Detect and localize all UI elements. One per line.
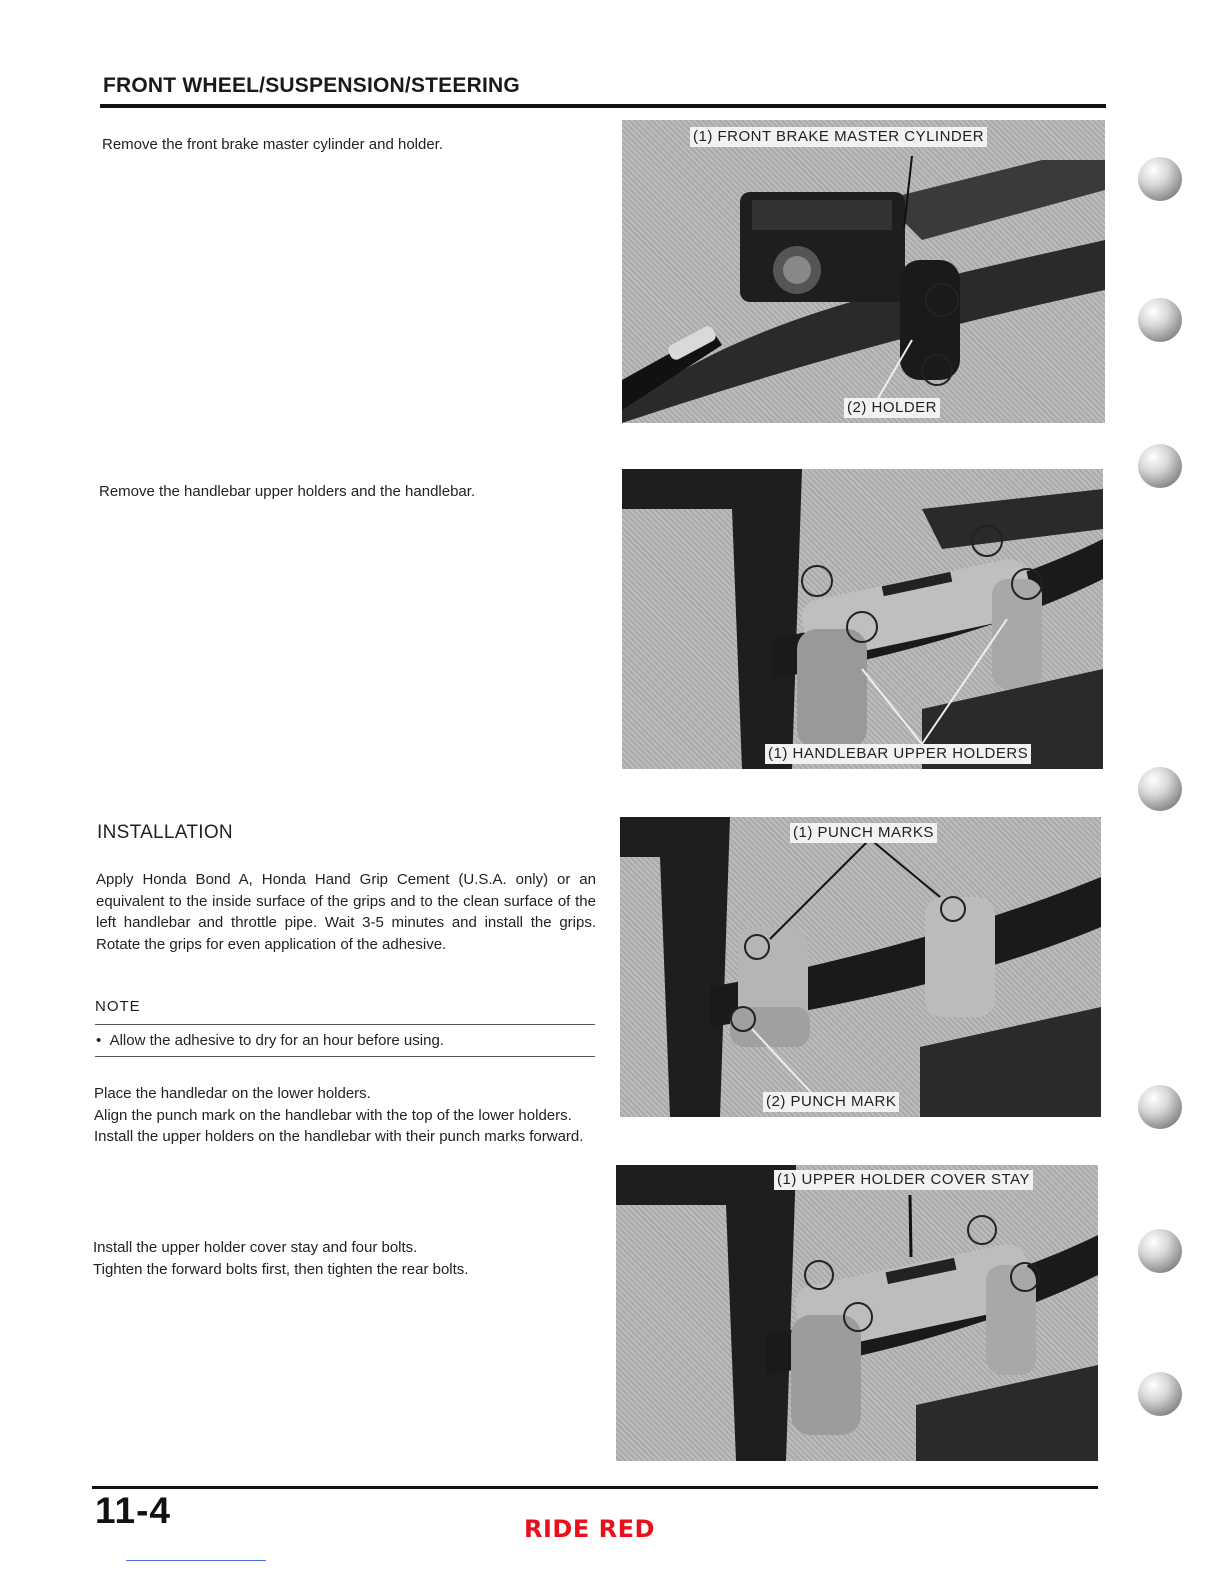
place-line-1: Place the handledar on the lower holders. (94, 1085, 371, 1102)
footer-rule (92, 1486, 1098, 1489)
callout-punch-marks: (1) PUNCH MARKS (790, 823, 937, 843)
section-title: FRONT WHEEL/SUSPENSION/STEERING (103, 74, 520, 97)
note-label: NOTE (95, 998, 141, 1015)
stay-line-1: Install the upper holder cover stay and four bolts. (93, 1239, 418, 1256)
step-remove-master-cylinder: Remove the front brake master cylinder and holder. (102, 136, 444, 153)
figure-upper-holder-cover-stay (616, 1165, 1098, 1461)
photo-handlebar-upper-holders (622, 469, 1103, 769)
figure-handlebar-upper-holders (622, 469, 1103, 769)
installation-heading: INSTALLATION (97, 822, 233, 843)
binder-hole-icon (1138, 298, 1182, 342)
note-item (96, 1030, 596, 1052)
callout-handlebar-upper-holders: (1) HANDLEBAR UPPER HOLDERS (765, 744, 1031, 764)
binder-hole-icon (1138, 767, 1182, 811)
note-rule-top (95, 1024, 595, 1025)
figure-punch-marks (620, 817, 1101, 1117)
brand-logo: RIDE RED (524, 1515, 655, 1543)
binder-hole-icon (1138, 1372, 1182, 1416)
binder-hole-icon (1138, 1229, 1182, 1273)
note-text: Allow the adhesive to dry for an hour before using. (109, 1032, 444, 1049)
callout-front-brake-master-cylinder: (1) FRONT BRAKE MASTER CYLINDER (690, 127, 987, 147)
page-link-underline (126, 1560, 266, 1561)
header-rule (100, 104, 1106, 108)
photo-master-cylinder (622, 120, 1105, 423)
installation-paragraph: Apply Honda Bond A, Honda Hand Grip Cement (U.S.A. only) or an equivalent to the inside surface of the grips and to the clean surface of the left handlebar and throttle pipe. Wait 3-5 minutes and install the grips. Rotate the grips for even application of the adhesive. (96, 871, 596, 953)
callout-upper-holder-cover-stay: (1) UPPER HOLDER COVER STAY (774, 1170, 1033, 1190)
photo-upper-holder-cover-stay (616, 1165, 1098, 1461)
stay-line-2: Tighten the forward bolts first, then tighten the rear bolts. (93, 1260, 469, 1278)
figure-master-cylinder (622, 120, 1105, 423)
callout-holder: (2) HOLDER (844, 398, 940, 418)
place-line-3: Install the upper holders on the handlebar with their punch marks forward. (94, 1128, 584, 1145)
callout-punch-mark: (2) PUNCH MARK (763, 1092, 899, 1112)
photo-punch-marks (620, 817, 1101, 1117)
place-line-2: Align the punch mark on the handlebar with the top of the lower holders. (94, 1106, 572, 1124)
bullet-icon: • (96, 1032, 110, 1049)
step-remove-handlebar: Remove the handlebar upper holders and the handlebar. (99, 483, 476, 500)
binder-hole-icon (1138, 1085, 1182, 1129)
binder-hole-icon (1138, 157, 1182, 201)
binder-hole-icon (1138, 444, 1182, 488)
page-number: 11-4 (95, 1490, 172, 1531)
install-stay-steps (93, 1237, 593, 1280)
install-handlebar-steps (94, 1083, 594, 1148)
note-rule-bottom (95, 1056, 595, 1057)
